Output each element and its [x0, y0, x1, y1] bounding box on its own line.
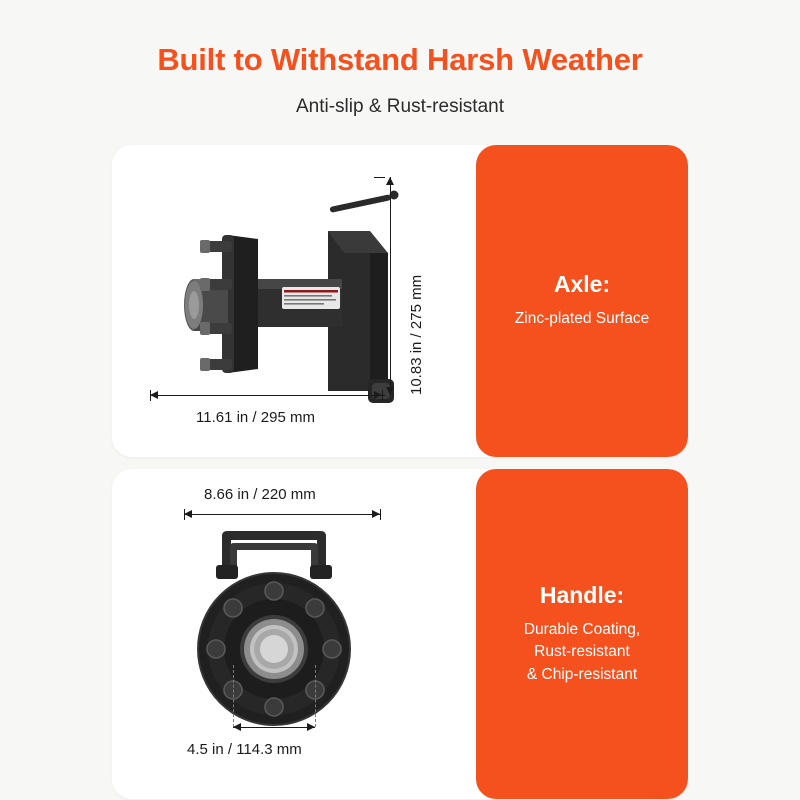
bolt-circle-guide-left [233, 665, 234, 727]
axle-height-tick-top [374, 177, 385, 178]
handle-top-arrow-right [372, 510, 380, 518]
axle-info-subtitle: Zinc-plated Surface [514, 310, 650, 328]
axle-height-dimension-line [390, 177, 391, 395]
feature-card-axle [112, 145, 688, 457]
handle-top-tick-right [380, 509, 381, 520]
handle-info-panel [476, 469, 688, 799]
handle-front-view-image [164, 521, 404, 731]
page-subtitle: Anti-slip & Rust-resistant [295, 96, 504, 117]
axle-height-arrow-top [386, 177, 394, 185]
handle-bottom-arrow-right [307, 723, 315, 731]
handle-top-arrow-left [184, 510, 192, 518]
handle-bottom-arrow-left [233, 723, 241, 731]
axle-width-arrow-left [150, 391, 158, 399]
axle-width-tick-left [150, 390, 151, 401]
axle-info-panel [476, 145, 688, 457]
axle-height-label: 10.83 in / 275 mm [408, 274, 425, 395]
feature-card-handle [112, 469, 688, 799]
axle-height-arrow-bottom [386, 387, 394, 395]
handle-illustration-panel [112, 469, 476, 799]
handle-info-title: Handle: [539, 581, 625, 608]
handle-bottom-dimension-line [233, 727, 315, 728]
axle-width-dimension-line [150, 395, 382, 396]
handle-info-subtitle [524, 619, 640, 686]
bolt-circle-guide-right [315, 665, 316, 727]
page-title: Built to Withstand Harsh Weather [157, 42, 643, 77]
handle-info-subtitle-line-1: Durable Coating, [523, 620, 641, 638]
axle-info-title: Axle: [553, 271, 611, 298]
handle-top-label: 8.66 in / 220 mm [204, 486, 316, 503]
handle-top-dimension-line [184, 514, 380, 515]
axle-width-tick-right [382, 390, 383, 401]
handle-info-subtitle-line-2: Rust-resistant [534, 643, 630, 661]
handle-info-subtitle-line-3: & Chip-resistant [526, 665, 638, 683]
axle-width-arrow-right [374, 391, 382, 399]
axle-width-label: 11.61 in / 295 mm [196, 409, 315, 426]
axle-illustration-panel [112, 145, 476, 457]
handle-bottom-label: 4.5 in / 114.3 mm [187, 741, 302, 758]
handle-top-tick-left [184, 509, 185, 520]
